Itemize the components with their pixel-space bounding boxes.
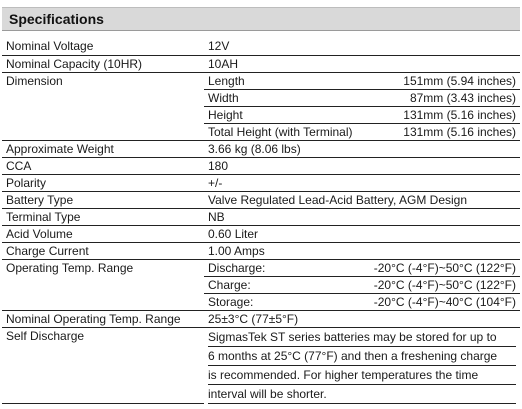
sub-value: -20°C (-4°F)~40°C (104°F) [362,293,520,310]
row-value: 3.66 kg (8.06 lbs) [204,140,520,157]
sub-label: Discharge: [204,259,362,276]
table-row [2,191,520,208]
row-label: Self Discharge [2,327,204,404]
row-label: CCA [2,157,204,174]
text-line: SigmasTek ST series batteries may be stored for up to [208,328,516,347]
row-value: 10AH [204,55,520,72]
sub-value: 87mm (3.43 inches) [362,89,520,106]
sub-value: 131mm (5.16 inches) [362,106,520,123]
table-row [2,38,520,55]
sub-value: 131mm (5.16 inches) [362,123,520,140]
row-label: Dimension [2,72,204,140]
section-header [2,7,520,31]
table-row [2,72,520,89]
spec-table [2,38,520,404]
sub-label: Width [204,89,362,106]
sub-value: -20°C (-4°F)~50°C (122°F) [362,276,520,293]
sub-label: Charge: [204,276,362,293]
table-row [2,225,520,242]
row-label: Charge Current [2,242,204,259]
table-row [2,259,520,276]
sub-label: Total Height (with Terminal) [204,123,362,140]
row-label: Battery Type [2,191,204,208]
table-row [2,242,520,259]
self-discharge-text [204,327,520,404]
row-label: Acid Volume [2,225,204,242]
table-row [2,140,520,157]
sub-value: 151mm (5.94 inches) [362,72,520,89]
spec-sheet [2,7,520,404]
row-label: Terminal Type [2,208,204,225]
row-value: +/- [204,174,520,191]
row-label: Polarity [2,174,204,191]
table-row [2,55,520,72]
table-row [2,327,520,404]
row-label: Nominal Operating Temp. Range [2,310,204,327]
sub-label: Storage: [204,293,362,310]
text-line: is recommended. For higher temperatures the time [208,366,516,385]
row-label: Nominal Voltage [2,38,204,55]
row-label: Operating Temp. Range [2,259,204,310]
row-value: 0.60 Liter [204,225,520,242]
row-value: NB [204,208,520,225]
section-title: Specifications [9,11,104,27]
row-label: Approximate Weight [2,140,204,157]
text-line: interval will be shorter. [208,385,516,404]
row-label: Nominal Capacity (10HR) [2,55,204,72]
row-value: 180 [204,157,520,174]
row-value: 12V [204,38,520,55]
sub-value: -20°C (-4°F)~50°C (122°F) [362,259,520,276]
row-value: 1.00 Amps [204,242,520,259]
row-value: Valve Regulated Lead-Acid Battery, AGM Design [204,191,520,208]
table-row [2,157,520,174]
table-row [2,208,520,225]
row-value: 25±3°C (77±5°F) [204,310,520,327]
text-line: 6 months at 25°C (77°F) and then a freshening charge [208,347,516,366]
sub-label: Height [204,106,362,123]
table-row [2,310,520,327]
table-row [2,174,520,191]
sub-label: Length [204,72,362,89]
